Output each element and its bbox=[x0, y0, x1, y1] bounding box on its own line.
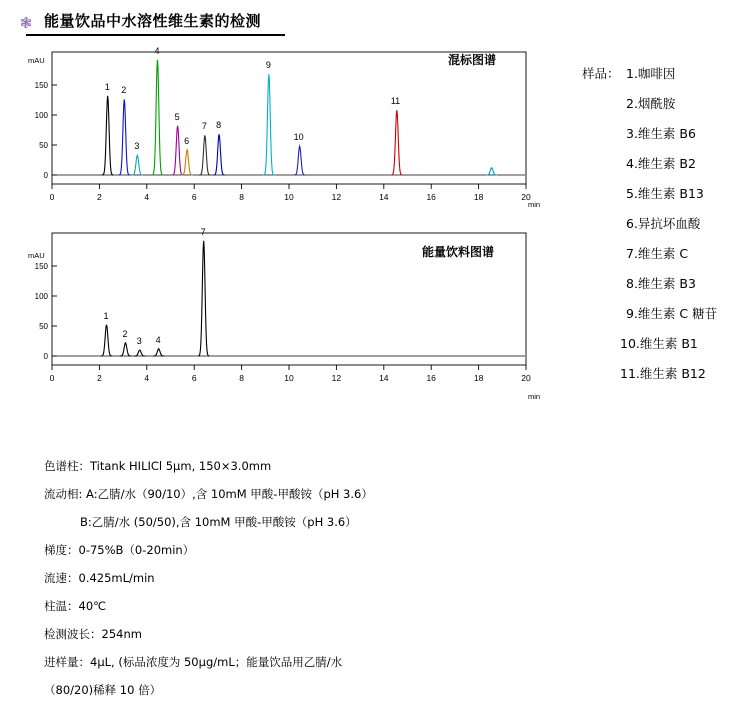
sample-item-6: 6.异抗坏血酸 bbox=[626, 216, 701, 231]
sample-item-10: 10.维生素 B1 bbox=[620, 336, 698, 351]
svg-text:4: 4 bbox=[144, 373, 150, 383]
chart2-y-axis-label: mAU bbox=[28, 251, 45, 260]
svg-text:50: 50 bbox=[39, 322, 48, 331]
chart2-caption: 能量饮料图谱 bbox=[422, 245, 495, 259]
chart1-y-axis-label: mAU bbox=[28, 56, 45, 65]
condition-line-9: （80/20)稀释 10 倍） bbox=[44, 683, 162, 697]
peak-label-4: 4 bbox=[155, 334, 161, 345]
condition-line-3: B:乙腈/水 (50/50),含 10mM 甲酸-甲酸铵（pH 3.6） bbox=[80, 515, 357, 529]
condition-line-5: 流速：0.425mL/min bbox=[44, 571, 155, 585]
page-header bbox=[0, 8, 751, 38]
svg-text:18: 18 bbox=[473, 373, 484, 383]
condition-line-6: 柱温：40℃ bbox=[44, 599, 107, 613]
sample-legend bbox=[556, 44, 742, 381]
peak-label-6: 6 bbox=[184, 135, 190, 146]
sample-item-3: 3.维生素 B6 bbox=[626, 126, 696, 141]
peak-label-4: 4 bbox=[154, 45, 160, 56]
svg-text:100: 100 bbox=[34, 111, 48, 120]
sample-item-9: 9.维生素 C 糖苷 bbox=[626, 306, 718, 321]
condition-line-2: 流动相: A:乙腈/水（90/10）,含 10mM 甲酸-甲酸铵（pH 3.6） bbox=[44, 487, 373, 501]
condition-line-4: 梯度：0-75%B（0-20min） bbox=[44, 543, 195, 557]
peak-label-3: 3 bbox=[136, 336, 142, 346]
svg-text:20: 20 bbox=[521, 192, 531, 202]
svg-text:0: 0 bbox=[43, 171, 48, 180]
svg-text:16: 16 bbox=[426, 192, 436, 202]
sample-legend-title: 样品： bbox=[582, 66, 620, 81]
svg-text:16: 16 bbox=[426, 373, 436, 383]
peak-label-7: 7 bbox=[201, 121, 207, 132]
sample-item-11: 11.维生素 B12 bbox=[620, 366, 706, 381]
condition-line-8: 进样量：4µL, (标品浓度为 50µg/mL；能量饮品用乙腈/水 bbox=[44, 655, 343, 669]
peak-label-11: 11 bbox=[390, 96, 401, 107]
svg-text:2: 2 bbox=[97, 373, 102, 383]
sample-item-5: 5.维生素 B13 bbox=[626, 186, 704, 201]
svg-text:8: 8 bbox=[239, 192, 244, 202]
svg-text:20: 20 bbox=[521, 373, 531, 383]
sample-item-8: 8.维生素 B3 bbox=[626, 276, 696, 291]
condition-line-1: 色谱柱：Titank HILICl 5µm, 150×3.0mm bbox=[44, 459, 272, 473]
svg-text:10: 10 bbox=[284, 192, 294, 202]
sample-item-1: 1.咖啡因 bbox=[626, 66, 676, 81]
flower-icon: ❃ bbox=[19, 15, 33, 32]
page-title: 能量饮品中水溶性维生素的检测 bbox=[44, 12, 262, 30]
peak-label-2: 2 bbox=[122, 328, 128, 339]
svg-text:0: 0 bbox=[43, 352, 48, 361]
svg-text:14: 14 bbox=[379, 192, 389, 202]
svg-text:8: 8 bbox=[239, 373, 244, 383]
svg-text:12: 12 bbox=[331, 373, 342, 383]
chromatogram-standard-plot bbox=[26, 44, 546, 204]
chromatogram-standard bbox=[26, 44, 546, 204]
peak-label-10: 10 bbox=[293, 132, 304, 143]
svg-text:0: 0 bbox=[49, 192, 55, 202]
peak-label-2: 2 bbox=[121, 85, 127, 96]
condition-line-7: 检测波长：254nm bbox=[44, 627, 142, 641]
svg-text:50: 50 bbox=[39, 141, 48, 150]
svg-text:18: 18 bbox=[473, 192, 484, 202]
chart1-caption: 混标图谱 bbox=[448, 53, 497, 67]
chart2-x-axis-label: min bbox=[528, 392, 541, 401]
svg-text:150: 150 bbox=[34, 262, 48, 271]
svg-text:150: 150 bbox=[34, 81, 48, 90]
sample-item-2: 2.烟酰胺 bbox=[626, 96, 676, 111]
title-underline bbox=[26, 34, 285, 36]
chart1-x-axis-label: min bbox=[528, 200, 541, 209]
peak-label-9: 9 bbox=[265, 60, 271, 71]
svg-text:14: 14 bbox=[379, 373, 389, 383]
svg-text:100: 100 bbox=[34, 292, 48, 301]
method-conditions bbox=[44, 452, 514, 704]
sample-item-7: 7.维生素 C bbox=[626, 246, 689, 261]
peak-label-7: 7 bbox=[200, 226, 206, 237]
svg-text:10: 10 bbox=[284, 373, 294, 383]
svg-text:2: 2 bbox=[97, 192, 102, 202]
peak-label-8: 8 bbox=[216, 120, 222, 131]
svg-text:12: 12 bbox=[331, 192, 342, 202]
svg-text:0: 0 bbox=[49, 373, 55, 383]
svg-text:6: 6 bbox=[191, 192, 197, 202]
sample-item-4: 4.维生素 B2 bbox=[626, 156, 696, 171]
peak-label-5: 5 bbox=[174, 111, 180, 122]
peak-label-1: 1 bbox=[103, 310, 109, 321]
svg-text:6: 6 bbox=[191, 373, 197, 383]
peak-label-3: 3 bbox=[134, 141, 140, 152]
peak-label-1: 1 bbox=[104, 81, 110, 92]
svg-text:4: 4 bbox=[144, 192, 150, 202]
